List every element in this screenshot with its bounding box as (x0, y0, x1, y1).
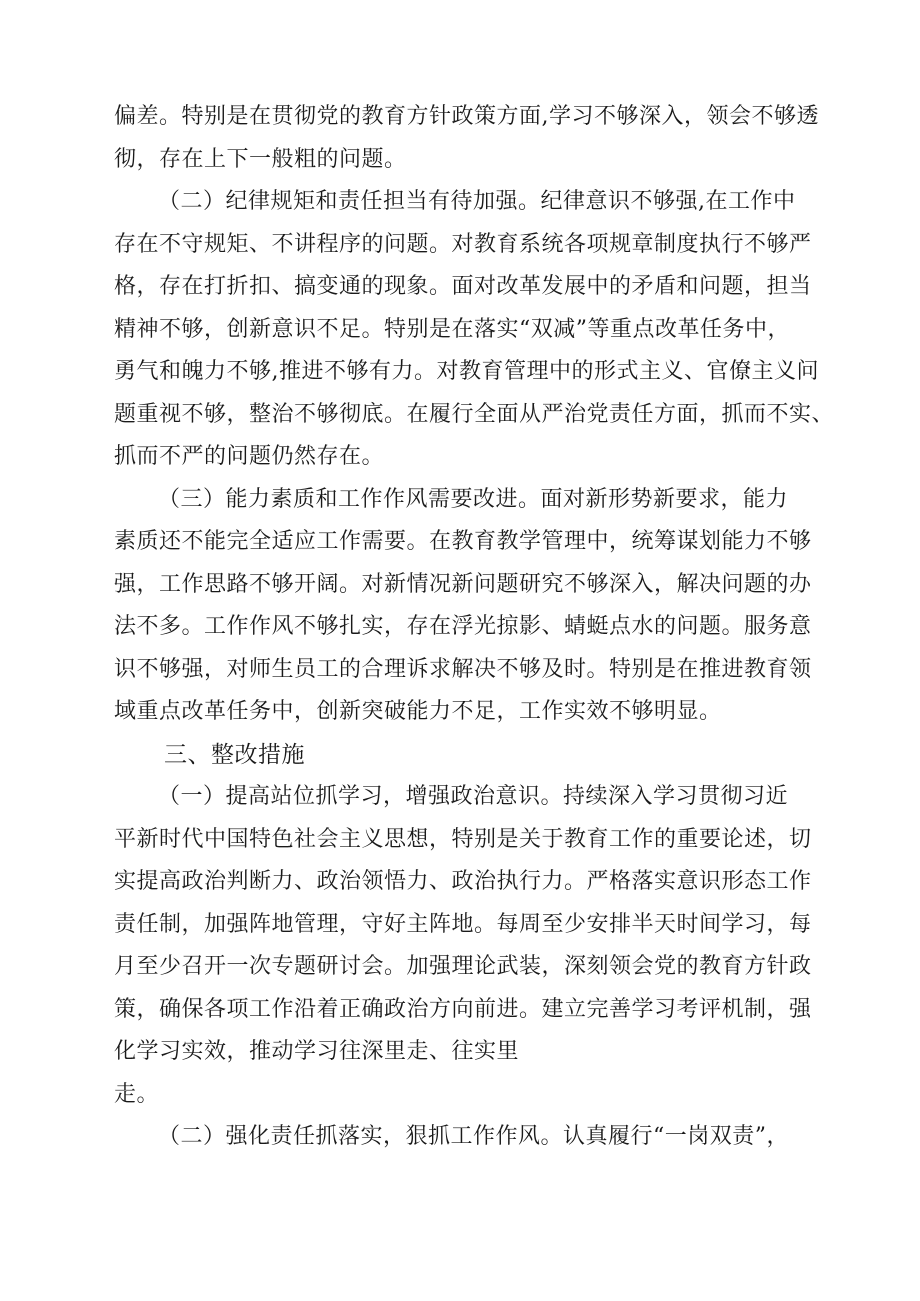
text-line: 域重点改革任务中，创新突破能力不足，工作实效不够明显。 (114, 699, 722, 724)
paragraph-start: （一）提高站位抓学习，增强政治意识。持续深入学习贯彻习近 (158, 784, 789, 809)
text-line: 识不够强，对师生员工的合理诉求解决不够及时。特别是在推进教育领 (114, 656, 812, 682)
text-line: 化学习实效，推动学习往深里走、往实里 (114, 1039, 520, 1064)
text-line: 月至少召开一次专题研讨会。加强理论武装，深刻领会党的教育方针政 (114, 954, 812, 979)
text-line: 走。 (114, 1081, 160, 1107)
text-line: 素质还不能完全适应工作需要。在教育教学管理中，统筹谋划能力不够 (114, 529, 812, 554)
text-line: 题重视不够，整治不够彻底。在履行全面从严治党责任方面，抓而不实、 (114, 401, 835, 427)
text-line: 格，存在打折扣、搞变通的现象。面对改革发展中的矛盾和问题，担当 (114, 274, 812, 299)
text-line: 实提高政治判断力、政治领悟力、政治执行力。严格落实意识形态工作 (114, 869, 812, 894)
section-heading: 三、整改措施 (164, 741, 305, 768)
text-line: 勇气和魄力不够,推进不够有力。对教育管理中的形式主义、官僚主义问 (114, 359, 819, 384)
text-line: 平新时代中国特色社会主义思想，特别是关于教育工作的重要论述，切 (114, 826, 812, 852)
text-line: 彻，存在上下一般粗的问题。 (114, 146, 407, 172)
paragraph-start: （二）纪律规矩和责任担当有待加强。纪律意识不够强,在工作中 (158, 189, 796, 214)
document-body (114, 96, 852, 1159)
text-line: 精神不够，创新意识不足。特别是在落实“双减”等重点改革任务中， (114, 316, 790, 342)
text-line: 策，确保各项工作沿着正确政治方向前进。建立完善学习考评机制，强 (114, 996, 812, 1022)
text-line: 存在不守规矩、不讲程序的问题。对教育系统各项规章制度执行不够严 (114, 231, 812, 257)
paragraph-start: （二）强化责任抓落实，狠抓工作作风。认真履行“一岗双责”， (158, 1124, 789, 1149)
text-line: 强，工作思路不够开阔。对新情况新问题研究不够深入，解决问题的办 (114, 571, 812, 597)
paragraph-start: （三）能力素质和工作作风需要改进。面对新形势新要求，能力 (158, 486, 789, 512)
text-line: 法不多。工作作风不够扎实，存在浮光掠影、蜻蜓点水的问题。服务意 (114, 614, 812, 639)
text-line: 抓而不严的问题仍然存在。 (114, 444, 385, 469)
text-line: 责任制，加强阵地管理，守好主阵地。每周至少安排半天时间学习，每 (114, 911, 812, 937)
text-line: 偏差。特别是在贯彻党的教育方针政策方面,学习不够深入，领会不够透 (114, 104, 819, 129)
